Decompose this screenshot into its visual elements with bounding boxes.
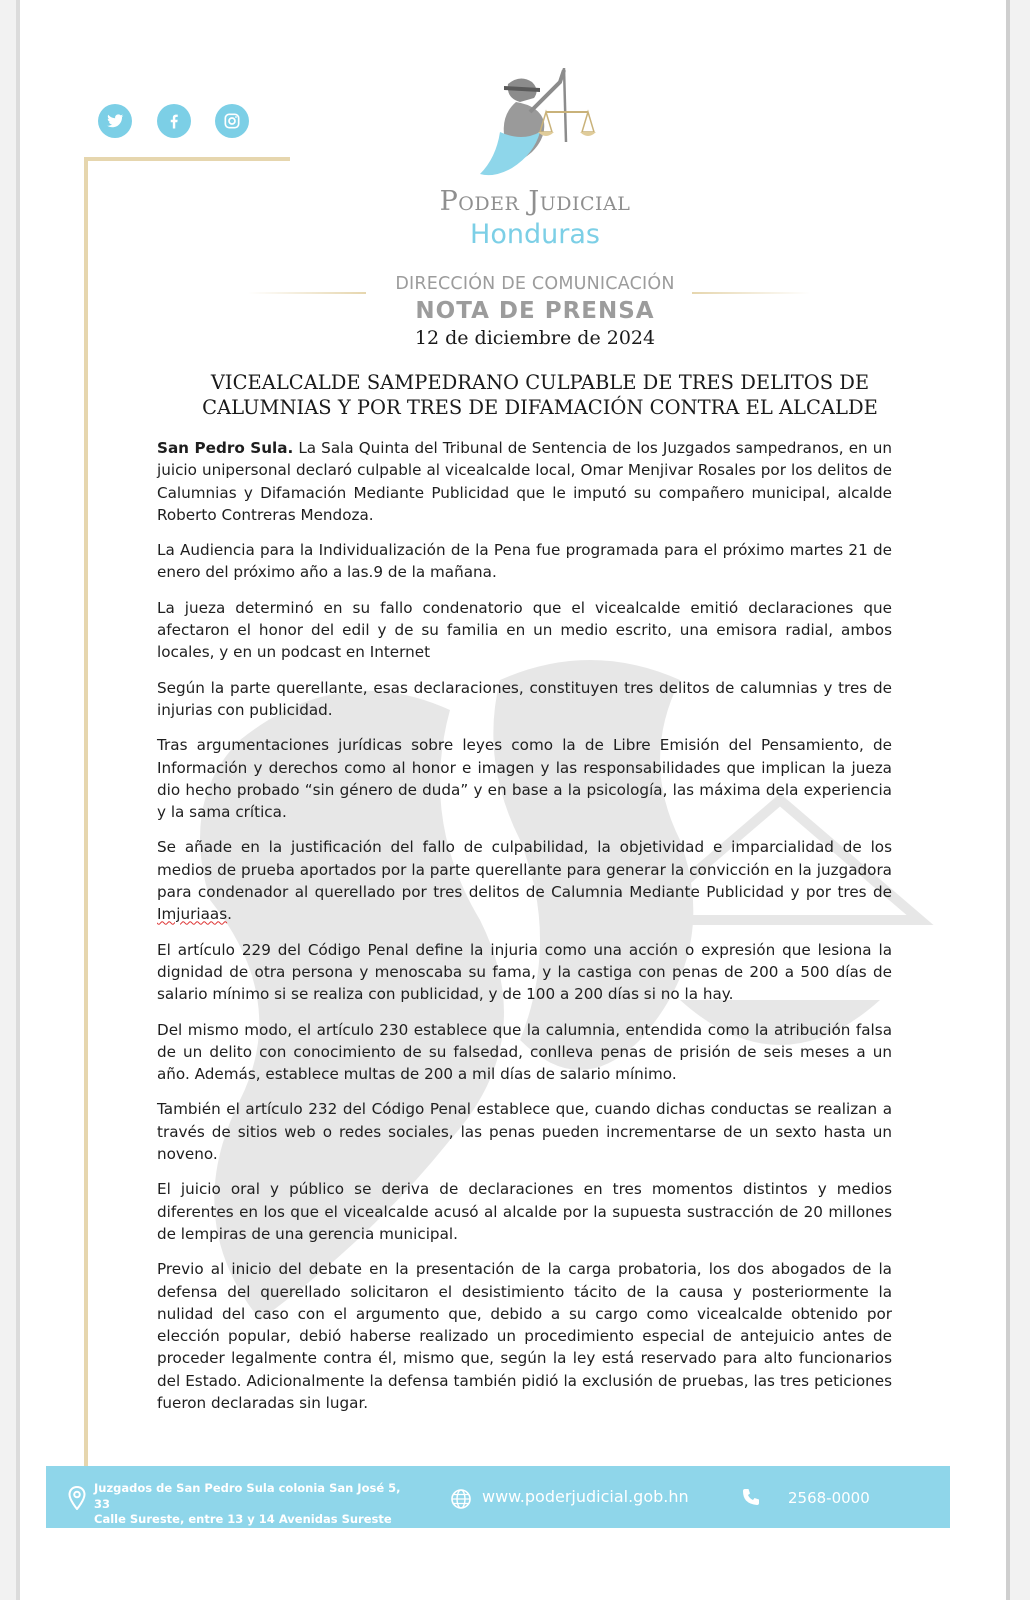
press-date: 12 de diciembre de 2024 — [414, 327, 656, 349]
org-country: Honduras — [470, 219, 600, 250]
paragraph — [157, 437, 892, 526]
footer-address — [94, 1481, 414, 1528]
paragraph: El artículo 229 del Código Penal define la injuria como una acción o expresión que lesiona la dignidad de otra persona y menoscaba su fama, y la castiga con penas de 200 a 500 días de salario mínimo si se realiza con publicidad, y de 100 a 200 días si no la hay. — [157, 940, 892, 1004]
paragraph: La Audiencia para la Individualización de la Pena fue programada para el próximo martes 21 de enero del próximo año a las.9 de la mañana. — [157, 541, 892, 582]
location-pin-icon — [68, 1486, 86, 1510]
org-name: Poder Judicial — [439, 186, 631, 217]
frame-line-top — [84, 157, 290, 161]
address-line-2: Calle Sureste, entre 13 y 14 Avenidas Sureste — [94, 1512, 392, 1526]
headline-line-1: VICEALCALDE SAMPEDRANO CULPABLE DE TRES DELITOS DE — [210, 371, 870, 394]
divider-left — [248, 292, 366, 294]
justice-logo-icon — [460, 62, 610, 182]
facebook-icon[interactable] — [157, 104, 191, 138]
frame-line-left — [84, 157, 88, 1492]
paragraph — [157, 836, 892, 925]
paragraph: Según la parte querellante, esas declaraciones, constituyen tres delitos de calumnias y tres de injurias con publicidad. — [157, 678, 892, 719]
instagram-icon[interactable] — [215, 104, 249, 138]
document-type: NOTA DE PRENSA — [415, 298, 655, 324]
footer-phone[interactable]: 2568-0000 — [788, 1489, 870, 1507]
paragraph-text: Se añade en la justificación del fallo de culpabilidad, la objetividad e imparcialidad de los medios de prueba aportados por la parte querellante para generar la convicción en la juzgadora para condenador al querellado por tres delitos de Calumnia Mediante Publicidad y por tres de — [157, 838, 892, 902]
twitter-icon[interactable] — [98, 104, 132, 138]
department-label: DIRECCIÓN DE COMUNICACIÓN — [395, 274, 675, 294]
paragraph: El juicio oral y público se deriva de declaraciones en tres momentos distintos y medios diferentes en los que el vicealcalde acusó al alcalde por la supuesta sustracción de 20 millones de lempiras de una gerencia municipal. — [157, 1180, 892, 1243]
paragraph: Del mismo modo, el artículo 230 establece que la calumnia, entendida como la atribución falsa de un delito con conocimiento de su falsedad, conlleva penas de prisión de seis meses a un año. Además, establece multas de 200 a mil días de salario mínimo. — [157, 1020, 892, 1084]
paragraph: Tras argumentaciones jurídicas sobre leyes como la de Libre Emisión del Pensamiento, de Información y derechos como al honor e imagen y las responsabilidades que implican la jueza dio hecho probado “sin género de duda” y en base a la psicología, las máxima dela experiencia y la sama crítica. — [157, 736, 892, 822]
paragraph: La jueza determinó en su fallo condenatorio que el vicealcalde emitió declaraciones que afectaron el honor del edil y de su familia en un medio escrito, una emisora radial, ambos locales, y en un podcast en Internet — [157, 598, 892, 662]
page-edge-right — [1006, 0, 1010, 1600]
misspelled-word: Imjuriaas — [157, 905, 228, 924]
dateline: San Pedro Sula. — [157, 439, 294, 457]
globe-icon — [450, 1488, 472, 1510]
phone-icon — [741, 1487, 761, 1507]
address-line-1: Juzgados de San Pedro Sula colonia San José 5, 33 — [94, 1481, 401, 1511]
headline — [160, 370, 920, 420]
paragraph-text: . — [227, 905, 232, 924]
article-body — [157, 437, 892, 1427]
footer-website-link[interactable]: www.poderjudicial.gob.hn — [482, 1487, 689, 1506]
press-release-page — [20, 0, 1006, 1600]
headline-line-2: CALUMNIAS Y POR TRES DE DIFAMACIÓN CONTRA EL ALCALDE — [202, 396, 878, 419]
paragraph: Previo al inicio del debate en la presentación de la carga probatoria, los dos abogados de la defensa del querellado solicitaron el desistimiento tácito de la causa y posteriormente la nulidad del caso con el argumento que, debido a su cargo como vicealcalde obtenido por elección popular, debió haberse realizado un procedimiento especial de antejuicio antes de proceder legalmente contra él, mismo que, según la ley está reservado para alto funcionarios del Estado. Adicionalmente la defensa también pidió la exclusión de pruebas, las tres peticiones fueron declaradas sin lugar. — [157, 1260, 892, 1412]
paragraph-text: La Sala Quinta del Tribunal de Sentencia de los Juzgados sampedranos, en un juicio unipersonal declaró culpable al vicealcalde local, Omar Menjivar Rosales por los delitos de Calumnias y Difamación Mediante Publicidad que le imputó su compañero municipal, alcalde Roberto Contreras Mendoza. — [157, 439, 892, 524]
paragraph: También el artículo 232 del Código Penal establece que, cuando dichas conductas se realizan a través de sitios web o redes sociales, las penas pueden incrementarse de un sexto hasta un noveno. — [157, 1100, 892, 1164]
